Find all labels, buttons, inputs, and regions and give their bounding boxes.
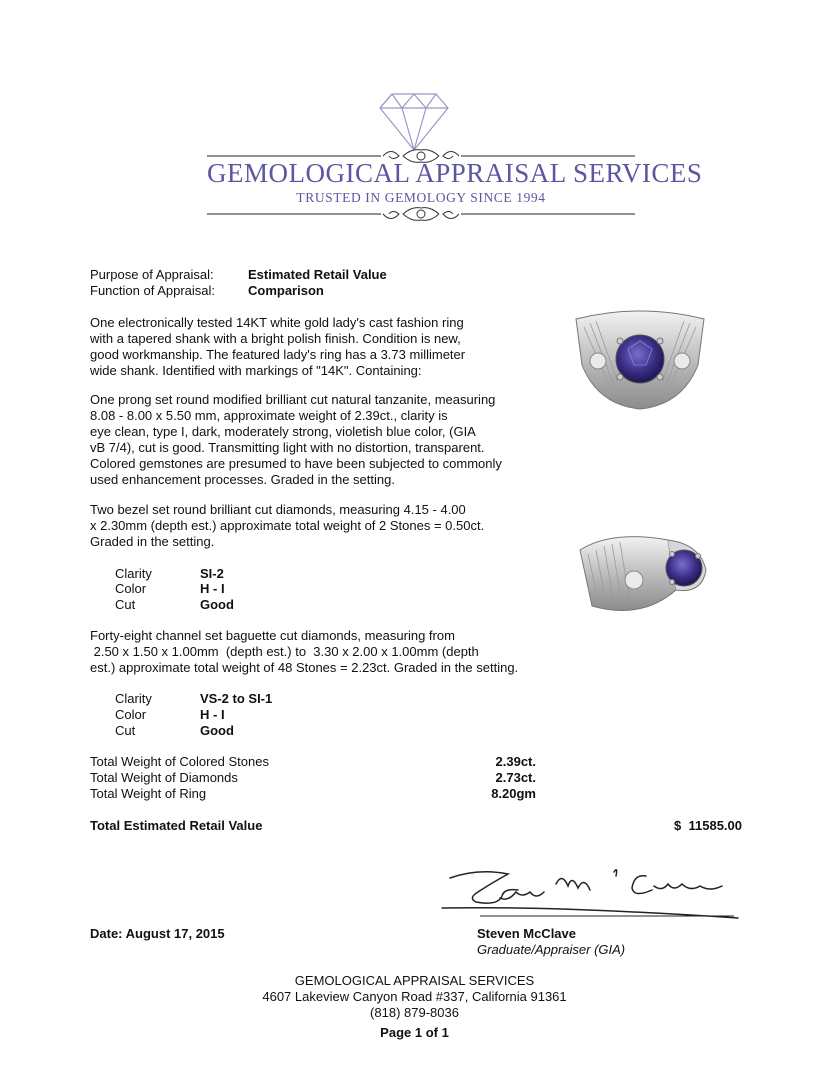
total-diamonds-label: Total Weight of Diamonds (90, 770, 238, 785)
footer-company: GEMOLOGICAL APPRAISAL SERVICES (294, 973, 535, 988)
function-value: Comparison (248, 283, 324, 298)
baguette-line: Forty-eight channel set baguette cut diamonds, measuring from (90, 628, 455, 643)
baguette-color-value: H - I (200, 707, 225, 722)
baguette-line: est.) approximate total weight of 48 Stones = 2.23ct. Graded in the setting. (90, 660, 519, 675)
description-line: with a tapered shank with a bright polish finish. Condition is new, (90, 331, 461, 346)
description-line: wide shank. Identified with markings of "14K". Containing: (90, 363, 422, 378)
ring-description (90, 315, 550, 379)
function-label: Function of Appraisal: (90, 283, 216, 298)
bezel-clarity-value: SI-2 (200, 566, 224, 581)
total-ring-weight-value: 8.20gm (491, 786, 536, 801)
tanzanite-line: One prong set round modified brilliant cut natural tanzanite, measuring (90, 392, 496, 407)
diamond-logo-icon (378, 92, 450, 152)
tanzanite-line: 8.08 - 8.00 x 5.50 mm, approximate weight of 2.39ct., clarity is (90, 408, 448, 423)
appraiser-title: Graduate/Appraiser (GIA) (477, 942, 626, 957)
footer-phone: (818) 879-8036 (370, 1005, 459, 1020)
company-title: GEMOLOGICAL APPRAISAL SERVICES (207, 158, 703, 188)
description-line: One electronically tested 14KT white gold lady's cast fashion ring (90, 315, 464, 330)
footer-address: 4607 Lakeview Canyon Road #337, California 91361 (262, 989, 567, 1004)
total-colored-stones-value: 2.39ct. (495, 754, 536, 769)
appraiser-name: Steven McClave (477, 926, 576, 941)
ring-photo-front (570, 305, 710, 415)
baguette-clarity-label: Clarity (115, 691, 152, 706)
tanzanite-line: eye clean, type I, dark, moderately strong, violetish blue color, (GIA (90, 424, 476, 439)
tanzanite-line: used enhancement processes. Graded in the setting. (90, 472, 395, 487)
tanzanite-description (90, 392, 550, 488)
tanzanite-line: vB 7/4), cut is good. Transmitting light with no distortion, transparent. (90, 440, 485, 455)
total-colored-stones-label: Total Weight of Colored Stones (90, 754, 269, 769)
bezel-description (90, 502, 550, 550)
ring-photo-side (572, 520, 712, 630)
baguette-line: 2.50 x 1.50 x 1.00mm (depth est.) to 3.30 x 2.00 x 1.00mm (depth (90, 644, 479, 659)
page-number: Page 1 of 1 (380, 1025, 449, 1040)
bezel-color-value: H - I (200, 581, 225, 596)
retail-value-amount: $ 11585.00 (674, 818, 742, 833)
baguette-color-label: Color (115, 707, 147, 722)
bezel-color-label: Color (115, 581, 147, 596)
purpose-label: Purpose of Appraisal: (90, 267, 214, 282)
bezel-line: Graded in the setting. (90, 534, 215, 549)
tanzanite-line: Colored gemstones are presumed to have been subjected to commonly (90, 456, 502, 471)
bezel-line: x 2.30mm (depth est.) approximate total weight of 2 Stones = 0.50ct. (90, 518, 485, 533)
total-diamonds-value: 2.73ct. (495, 770, 536, 785)
bezel-clarity-label: Clarity (115, 566, 152, 581)
purpose-value: Estimated Retail Value (248, 267, 387, 282)
baguette-cut-value: Good (200, 723, 234, 738)
description-line: good workmanship. The featured lady's ring has a 3.73 millimeter (90, 347, 466, 362)
baguette-cut-label: Cut (115, 723, 136, 738)
total-ring-weight-label: Total Weight of Ring (90, 786, 207, 801)
baguette-description (90, 628, 560, 676)
retail-value-label: Total Estimated Retail Value (90, 818, 263, 833)
bezel-cut-label: Cut (115, 597, 136, 612)
appraiser-signature (438, 862, 748, 924)
appraisal-date: Date: August 17, 2015 (90, 926, 225, 941)
bezel-cut-value: Good (200, 597, 234, 612)
ornament-divider-bottom (207, 203, 635, 225)
company-tagline: TRUSTED IN GEMOLOGY SINCE 1994 (296, 190, 546, 205)
baguette-clarity-value: VS-2 to SI-1 (200, 691, 273, 706)
bezel-line: Two bezel set round brilliant cut diamonds, measuring 4.15 - 4.00 (90, 502, 466, 517)
